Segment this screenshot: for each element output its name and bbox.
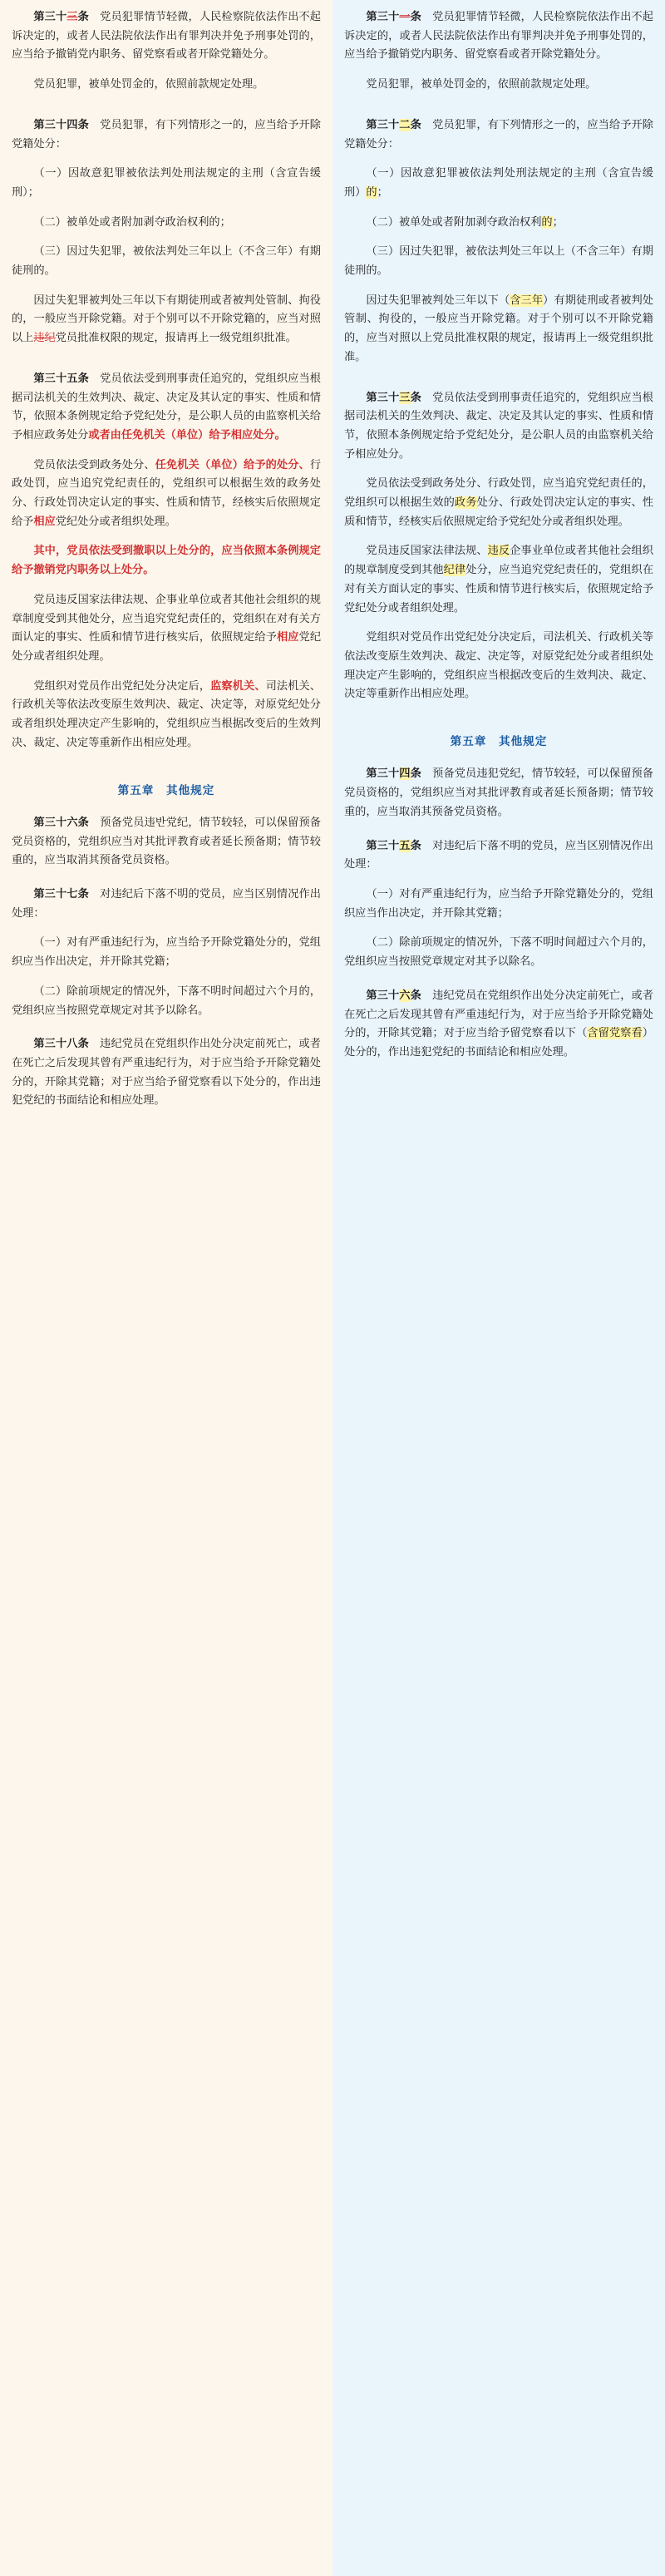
text-run: 党员犯罪，被单处罚金的，依照前款规定处理。 bbox=[366, 78, 597, 91]
article-paragraph bbox=[12, 116, 321, 154]
text-run: 三 bbox=[399, 391, 411, 404]
text-run: 第三十 bbox=[366, 767, 400, 781]
text-run: 对违纪后下落不明的党员，应当区别情况作出处理： bbox=[12, 887, 321, 920]
text-run: 党员违反国家法律法规、 bbox=[366, 545, 488, 558]
article-paragraph bbox=[12, 591, 321, 667]
text-run: 党员依法受到刑事责任追究的，党组织应当根据司法机关的生效判决、裁定、决定及其认定的事实、性质和情节，依照本条例规定给予党纪处分，是公职人员的由监察机关给予相应处分。 bbox=[344, 391, 653, 461]
text-run: （三）因过失犯罪，被依法判处三年以上（不含三年）有期徒刑的。 bbox=[12, 245, 321, 278]
text-run: 处分、行政处罚决定认定的事实、性质和情节，经核实后依照规定给予党纪处分或者组织处理。 bbox=[344, 496, 654, 528]
article-paragraph bbox=[344, 389, 653, 465]
text-run: 党纪处分或者组织处理。 bbox=[12, 631, 322, 663]
article-paragraph bbox=[12, 8, 321, 65]
article-paragraph bbox=[12, 292, 321, 348]
text-run: 第五章 其他规定 bbox=[117, 783, 215, 797]
text-run: 党员依法受到政务处分、行政处罚，应当追究党纪责任的，党组织可以根据生效的 bbox=[344, 477, 653, 510]
text-run: （二）除前项规定的情况外，下落不明时间超过六个月的，党组织应当按照党章规定对其予以除名。 bbox=[12, 985, 321, 1017]
text-run: 第三十八条 bbox=[33, 1038, 89, 1051]
article-paragraph bbox=[12, 983, 321, 1020]
text-run: 或者由任免机关（单位）给予相应处分。 bbox=[88, 428, 286, 442]
article-paragraph bbox=[344, 243, 653, 280]
text-run: 党员犯罪，有下列情形之一的，应当给予开除党籍处分： bbox=[344, 118, 653, 151]
text-run: 党纪处分或者组织处理。 bbox=[55, 515, 176, 528]
text-run: 党组织对党员作出党纪处分决定后，司法机关、行政机关等依法改变原生效判决、裁定、决定等，对原党纪处分或者组织处理决定产生影响的，党组织应当根据改变后的生效判决、裁定、决定等重新作出相应处理。 bbox=[344, 631, 653, 701]
text-run: 监察机关、 bbox=[210, 679, 266, 693]
chapter-heading bbox=[12, 782, 321, 801]
text-run: （二）被单处或者附加剥夺政治权利 bbox=[366, 215, 542, 229]
text-run: 二 bbox=[399, 118, 411, 131]
article-paragraph bbox=[344, 214, 653, 233]
text-run: 政务 bbox=[454, 496, 477, 510]
text-run: 五 bbox=[399, 839, 411, 852]
text-run: 第三十 bbox=[366, 839, 400, 852]
text-run: 党员依法受到刑事责任追究的，党组织应当根据司法机关的生效判决、裁定、决定及其认定的事实、性质和情节，依照本条例规定给予党纪处分，是公职人员的由监察机关给予相应政务处分 bbox=[12, 372, 321, 442]
text-run: （二）被单处或者附加剥夺政治权利的； bbox=[33, 215, 231, 229]
text-run: 条 bbox=[410, 118, 421, 131]
text-run: （一）对有严重违纪行为，应当给予开除党籍处分的，党组织应当作出决定，并开除其党籍； bbox=[344, 887, 653, 920]
text-run: （一）对有严重违纪行为，应当给予开除党籍处分的，党组织应当作出决定，并开除其党籍； bbox=[12, 936, 321, 969]
text-run: 第三十五条 bbox=[33, 372, 89, 385]
text-run: 其中，党员依法受到撤职以上处分的，应当依照本条例规定给予撤销党内职务以上处分。 bbox=[12, 545, 321, 577]
article-paragraph bbox=[344, 629, 653, 704]
article-paragraph bbox=[12, 76, 321, 95]
text-run: 预备党员违犯党纪，情节较轻，可以保留预备党员资格的，党组织应当对其批评教育或者延长预备期；情节较重的，应当取消其预备党员资格。 bbox=[344, 767, 653, 818]
text-run: 的 bbox=[541, 215, 553, 229]
text-run: ）有期徒刑或者被判处管制、拘役的，一般应当开除党籍。对于个别可以不开除党籍的，应当对照以上党员批准权限的规定，报请再上一级党组织批准。 bbox=[344, 294, 653, 363]
article-paragraph bbox=[344, 76, 653, 95]
text-run: 相应 bbox=[276, 631, 299, 644]
text-run: 违纪党员在党组织作出处分决定前死亡，或者在死亡之后发现其曾有严重违纪行为，对于应当给予开除党籍处分的，开除其党籍；对于应当给予留党察看以下（ bbox=[344, 989, 653, 1040]
article-paragraph bbox=[344, 837, 653, 875]
text-run: 违纪 bbox=[33, 332, 56, 345]
text-run: 第三十 bbox=[366, 11, 400, 23]
text-run: （三）因过失犯罪，被依法判处三年以上（不含三年）有期徒刑的。 bbox=[344, 245, 653, 278]
text-run: 条 bbox=[77, 11, 89, 23]
text-run: （一）因故意犯罪被依法判处刑法规定的主刑（含宣告缓刑） bbox=[344, 167, 653, 199]
text-run: 第三十六条 bbox=[33, 816, 89, 829]
text-run: 条 bbox=[410, 767, 421, 781]
text-run: 违纪党员在党组织作出处分决定前死亡，或者在死亡之后发现其曾有严重违纪行为，对于应当给予开除党籍处分的，开除其党籍；对于应当给予留党察看以下处分的，作出违犯党纪的书面结论和相应处理。 bbox=[12, 1038, 321, 1108]
text-run: 一 bbox=[399, 11, 411, 23]
text-run: 司法机关、行政机关等依法改变原生效判决、裁定、决定等，对原党纪处分或者组织处理决定产生影响的，党组织应当根据改变后的生效判决、裁定、决定等重新作出相应处理。 bbox=[12, 679, 321, 749]
text-run: 党员犯罪情节轻微，人民检察院依法作出不起诉决定的，或者人民法院依法作出有罪判决并免予刑事处罚的，应当给予撤销党内职务、留党察看或者开除党籍处分。 bbox=[12, 11, 321, 62]
text-run: 条 bbox=[410, 11, 421, 23]
article-paragraph bbox=[344, 116, 653, 154]
text-run: 任免机关（单位）给予的处分、 bbox=[155, 458, 310, 471]
article-paragraph bbox=[12, 456, 321, 532]
text-run: 因过失犯罪被判处三年以下（ bbox=[366, 294, 510, 307]
text-run: 违反 bbox=[487, 545, 510, 558]
article-paragraph bbox=[12, 165, 321, 202]
text-run: 第三十四条 bbox=[33, 118, 89, 131]
text-run: 第三十 bbox=[366, 989, 400, 1002]
article-paragraph bbox=[12, 542, 321, 580]
left-column-old-version bbox=[0, 0, 332, 2576]
text-run: 六 bbox=[399, 989, 411, 1002]
text-run: 企事业单位或者其他社会组织的规章制度受到其他 bbox=[344, 545, 653, 577]
text-run: 纪律 bbox=[443, 564, 466, 577]
text-run: （二）除前项规定的情况外，下落不明时间超过六个月的，党组织应当按照党章规定对其予以除名。 bbox=[344, 936, 653, 969]
article-paragraph bbox=[344, 987, 653, 1063]
text-run: 党组织对党员作出党纪处分决定后， bbox=[33, 679, 211, 693]
article-paragraph bbox=[12, 934, 321, 971]
text-run: 条 bbox=[410, 989, 421, 1002]
article-paragraph bbox=[12, 814, 321, 871]
article-paragraph bbox=[344, 292, 653, 368]
article-paragraph bbox=[344, 886, 653, 923]
text-run: 预备党员违반党纪，情节较轻，可以保留预备党员资格的，党组织应当对其批评教育或者延长预备期；情节较重的，应当取消其预备党员资格。 bbox=[12, 816, 321, 867]
text-run: 党员批准权限的规定，报请再上一级党组织批准。 bbox=[55, 332, 297, 345]
article-paragraph bbox=[12, 243, 321, 280]
text-run: 相应 bbox=[33, 515, 56, 528]
article-paragraph bbox=[12, 1035, 321, 1111]
right-column-new-version bbox=[332, 0, 665, 2576]
text-run: 条 bbox=[410, 839, 421, 852]
text-run: 四 bbox=[399, 767, 411, 781]
text-run: （一）因故意犯罪被依法判处刑法规定的主刑（含宣告缓刑）； bbox=[12, 167, 321, 199]
chapter-heading bbox=[344, 733, 653, 752]
article-paragraph bbox=[344, 765, 653, 822]
text-run: 因过失犯罪被判处三年以下有期徒刑或者被判处管制、拘役的，一般应当开除党籍。对于个别可以不开除党籍的，应当对照以上 bbox=[12, 294, 321, 345]
text-run: 党员犯罪，被单处罚金的，依照前款规定处理。 bbox=[33, 78, 264, 91]
text-run: 第三十 bbox=[366, 391, 400, 404]
text-run: 条 bbox=[410, 391, 421, 404]
text-run: 党员依法受到政务处分、 bbox=[33, 458, 155, 471]
article-paragraph bbox=[344, 542, 653, 618]
article-paragraph bbox=[344, 475, 653, 531]
article-paragraph bbox=[12, 886, 321, 923]
text-run: 的 bbox=[366, 185, 377, 199]
text-run: 第五章 其他规定 bbox=[450, 735, 548, 749]
article-paragraph bbox=[12, 214, 321, 233]
article-paragraph bbox=[12, 678, 321, 753]
text-run: 对违纪后下落不明的党员，应当区别情况作出处理： bbox=[344, 839, 653, 871]
text-run: 含留党察看 bbox=[587, 1027, 643, 1040]
article-paragraph bbox=[344, 165, 653, 202]
text-run: 第三十 bbox=[33, 11, 67, 23]
text-run: ； bbox=[377, 185, 388, 199]
text-run: 第三十七条 bbox=[33, 887, 89, 901]
text-run: ； bbox=[552, 215, 564, 229]
text-run: 党员违反国家法律法规、企事业单位或者其他社会组织的规章制度受到其他处分，应当追究党纪责任的，党组织在对有关方面认定的事实、性质和情节进行核实后，依照规定给予 bbox=[12, 593, 321, 644]
article-paragraph bbox=[344, 8, 653, 65]
text-run: 第三十 bbox=[366, 118, 400, 131]
text-run: 三 bbox=[66, 11, 78, 23]
article-paragraph bbox=[344, 934, 653, 971]
text-run: 处分，应当追究党纪责任的，党组织在对有关方面认定的事实、性质和情节进行核实后，依照规定给予党纪处分或者组织处理。 bbox=[344, 564, 654, 614]
text-run: ）处分的，作出违犯党纪的书面结论和相应处理。 bbox=[344, 1027, 654, 1059]
text-run: 含三年 bbox=[510, 294, 544, 307]
text-run: 行政处罚，应当追究党纪责任的，党组织可以根据生效的政务处分、行政处罚决定认定的事实、性质和情节，经核实后依照规定给予 bbox=[12, 458, 321, 528]
article-paragraph bbox=[12, 370, 321, 446]
text-run: 党员犯罪，有下列情形之一的，应当给予开除党籍处分： bbox=[12, 118, 321, 151]
text-run: 党员犯罪情节轻微，人民检察院依法作出不起诉决定的，或者人民法院依法作出有罪判决并免予刑事处罚的，应当给予撤销党内职务、留党察看或者开除党籍处分。 bbox=[344, 11, 653, 62]
